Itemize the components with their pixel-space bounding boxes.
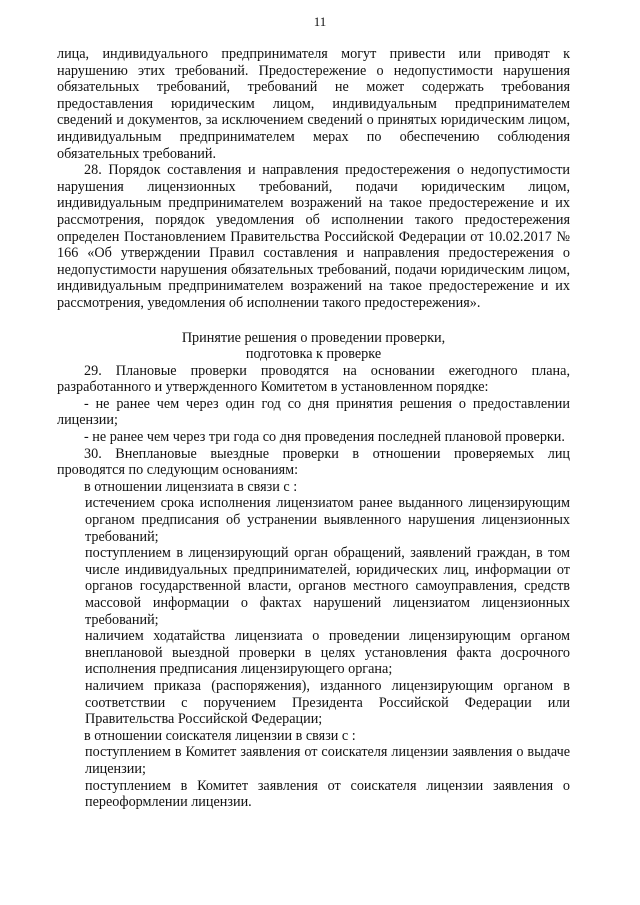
paragraph-continuation: лица, индивидуального предпринимателя могут привести или приводят к нарушению этих требований. Предостережение о недопустимости нарушения обязательных требований, требований не может содержать требования предоставления юридическим лицом, индивидуальным предпринимателем сведений и документов, за исключением сведений о принятых юридическим лицом, индивидуальным предпринимателем мерах по обеспечению соблюдения обязательных требований. xyxy=(57,46,570,162)
ground-deadline-expiry: истечением срока исполнения лицензиатом ранее выданного лицензирующим органом предписания об устранении выявленного нарушения лицензионных требований; xyxy=(85,495,570,545)
paragraph-30: 30. Внеплановые выездные проверки в отношении проверяемых лиц проводятся по следующим основаниям: xyxy=(57,445,570,479)
paragraph-28: 28. Порядок составления и направления предостережения о недопустимости нарушения лицензионных требований, подачи юридическим лицом, индивидуальным предпринимателем возражений на такое предостережение и их рассмотрения, порядок уведомления об исполнении такого предостережения определен Постановлением Правительства Российской Федерации от 10.02.2017 № 166 «Об утверждении Правил составления и направления предостережения о недопустимости нарушения обязательных требований, подачи юридическим лицом, индивидуальным предпринимателем возражений на такое предостережение и их рассмотрения, уведомления об исполнении такого предостережения». xyxy=(57,162,570,311)
section-heading-line-1: Принятие решения о проведении проверки, xyxy=(181,329,446,346)
section-heading-line-2: подготовка к проверке xyxy=(245,346,382,363)
applicant-grounds-intro: в отношении соискателя лицензии в связи с : xyxy=(84,727,356,744)
ground-order: наличием приказа (распоряжения), изданного лицензирующим органом в соответствии с поручением Президента Российской Федерации или Правительства Российской Федерации; xyxy=(85,677,570,728)
list-item-three-years: - не ранее чем через три года со дня проведения последней плановой проверки. xyxy=(84,429,565,446)
paragraph-29: 29. Плановые проверки проводятся на основании ежегодного плана, разработанного и утвержденного Комитетом в установленном порядке: xyxy=(57,362,570,396)
licensee-grounds-intro: в отношении лицензиата в связи с : xyxy=(84,478,298,495)
ground-license-reissue: поступлением в Комитет заявления от соискателя лицензии заявления о переоформлении лицензии. xyxy=(85,777,570,811)
document-body xyxy=(57,46,570,811)
ground-complaints: поступлением в лицензирующий орган обращений, заявлений граждан, в том числе индивидуальных предпринимателей, юридических лиц, информации от органов государственной власти, органов местного самоуправления, средств массовой информации о фактах нарушений лицензиатом лицензионных требований; xyxy=(85,545,570,628)
ground-license-issue: поступлением в Комитет заявления от соискателя лицензии заявления о выдаче лицензии; xyxy=(85,744,570,777)
ground-petition: наличием ходатайства лицензиата о проведении лицензирующим органом внеплановой выездной проверки в целях установления факта досрочного исполнения предписания лицензирующего органа; xyxy=(85,628,570,678)
list-item-one-year: - не ранее чем через один год со дня принятия решения о предоставлении лицензии; xyxy=(57,395,570,429)
section-heading xyxy=(57,330,570,363)
page-number: 11 xyxy=(313,14,327,29)
